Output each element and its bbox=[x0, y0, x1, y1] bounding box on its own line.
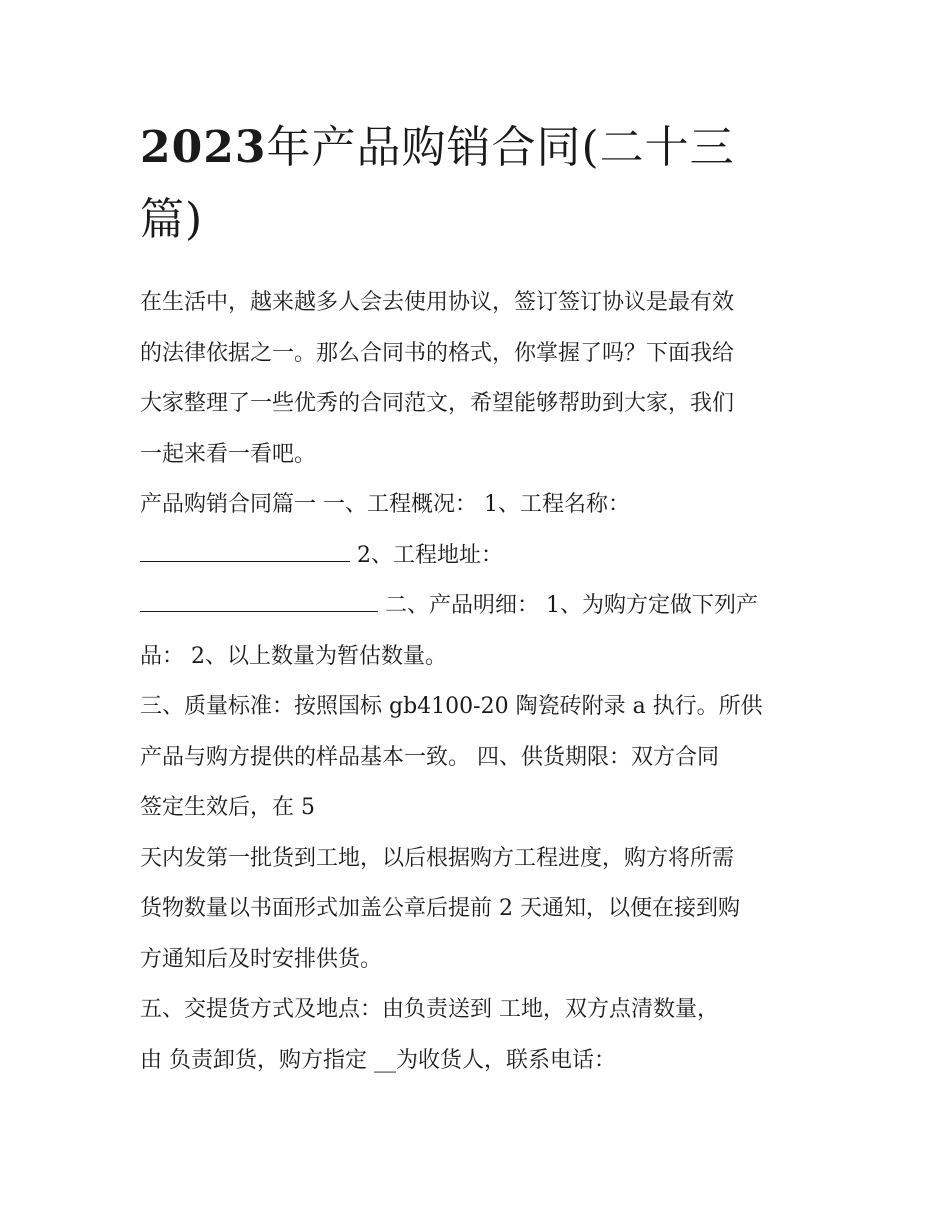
body-line: 签定生效后，在 5 bbox=[140, 795, 315, 820]
body-line: 产品与购方提供的样品基本一致。 四、供货期限：双方合同 bbox=[140, 744, 719, 770]
body-line-with-blank bbox=[140, 581, 820, 632]
body-line: 产品购销合同篇一 一、工程概况： 1、工程名称： bbox=[140, 492, 630, 517]
body-line-text: 2、工程地址： bbox=[357, 542, 503, 568]
title-text-2: 篇) bbox=[140, 194, 204, 245]
fill-in-blank bbox=[140, 583, 378, 612]
fill-in-blank bbox=[140, 533, 350, 562]
document-body bbox=[140, 278, 820, 1086]
body-line: 五、交提货方式及地点：由负责送到 工地，双方点清数量， bbox=[140, 997, 719, 1022]
body-line: 天内发第一批货到工地，以后根据购方工程进度，购方将所需 bbox=[140, 845, 735, 871]
title-year: 2023 bbox=[140, 122, 267, 173]
body-line: 一起来看一看吧。 bbox=[140, 441, 317, 467]
body-line: 品： 2、以上数量为暂估数量。 bbox=[140, 643, 447, 669]
body-line: 三、质量标准：按照国标 gb4100-20 陶瓷砖附录 a 执行。所供 bbox=[140, 694, 763, 719]
body-line: 由 负责卸货，购方指定 __为收货人，联系电话： bbox=[140, 1047, 616, 1073]
body-line: 方通知后及时安排供货。 bbox=[140, 946, 383, 972]
body-line-with-blank bbox=[140, 531, 820, 582]
body-line-text: 二、产品明细： 1、为购方定做下列产 bbox=[385, 593, 758, 618]
title-text-1: 年产品购销合同(二十三 bbox=[266, 122, 735, 173]
body-line: 货物数量以书面形式加盖公章后提前 2 天通知，以便在接到购 bbox=[140, 896, 740, 921]
document-title bbox=[140, 112, 820, 256]
body-line: 在生活中，越来越多人会去使用协议，签订签订协议是最有效 bbox=[140, 290, 735, 315]
body-line: 大家整理了一些优秀的合同范文，希望能够帮助到大家，我们 bbox=[140, 391, 735, 416]
document-page bbox=[140, 112, 820, 1086]
body-line: 的法律依据之一。那么合同书的格式，你掌握了吗？下面我给 bbox=[140, 340, 735, 366]
